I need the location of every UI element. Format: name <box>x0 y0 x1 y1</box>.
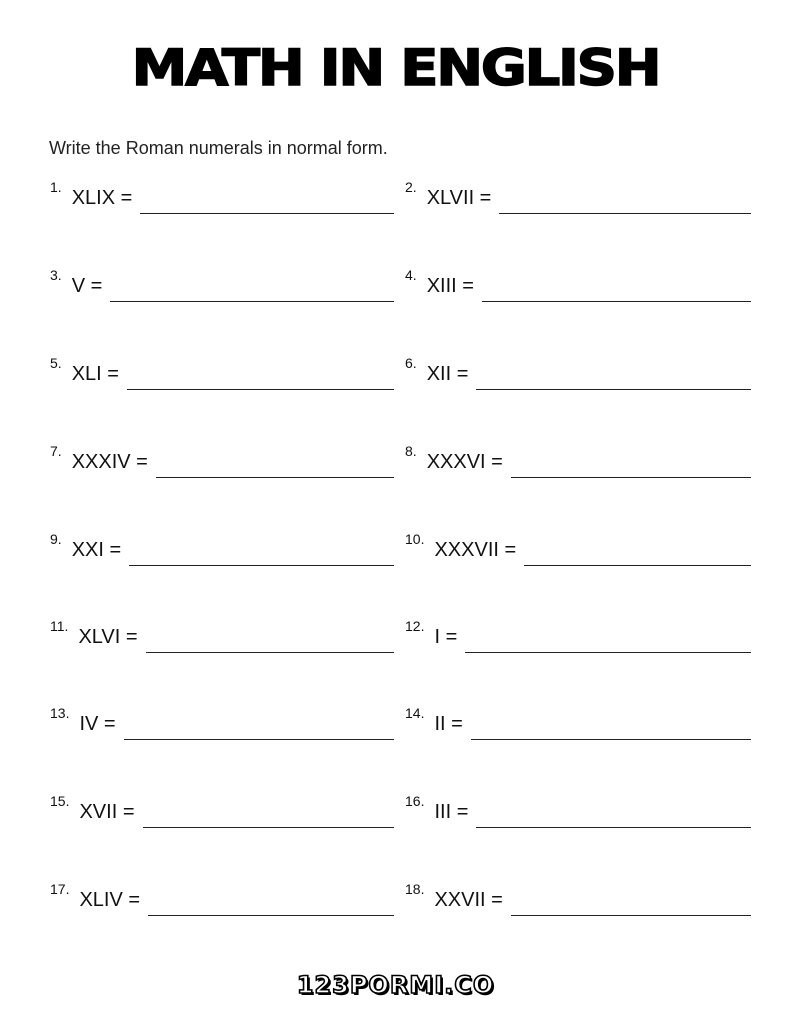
problem-9 <box>50 530 394 566</box>
problem-15 <box>50 792 394 828</box>
roman-numeral: XXVII = <box>434 889 503 911</box>
problem-number: 8. <box>405 443 417 459</box>
problem-13 <box>50 704 394 740</box>
answer-blank[interactable] <box>465 632 751 653</box>
problem-4 <box>405 266 751 302</box>
problem-number: 1. <box>50 179 62 195</box>
problem-number: 14. <box>405 705 425 721</box>
answer-blank[interactable] <box>476 807 751 828</box>
roman-numeral: XII = <box>426 363 469 385</box>
roman-numeral: XLIV = <box>79 889 141 911</box>
problem-12 <box>405 617 751 653</box>
problem-5 <box>50 354 394 390</box>
problem-3 <box>50 266 394 302</box>
answer-blank[interactable] <box>146 632 394 653</box>
problem-number: 13. <box>50 705 70 721</box>
answer-blank[interactable] <box>110 281 394 302</box>
problem-18 <box>405 880 751 916</box>
roman-numeral: I = <box>434 626 458 648</box>
answer-blank[interactable] <box>471 719 751 740</box>
instructions-text: Write the Roman numerals in normal form. <box>49 138 388 158</box>
problem-number: 17. <box>50 881 70 897</box>
answer-blank[interactable] <box>140 193 394 214</box>
problem-17 <box>50 880 394 916</box>
answer-blank[interactable] <box>511 895 751 916</box>
answer-blank[interactable] <box>511 457 751 478</box>
roman-numeral: XVII = <box>79 801 135 823</box>
problem-16 <box>405 792 751 828</box>
answer-blank[interactable] <box>524 545 751 566</box>
problem-number: 9. <box>50 531 62 547</box>
roman-numeral: XLI = <box>71 363 119 385</box>
problem-number: 15. <box>50 793 70 809</box>
problem-number: 11. <box>50 618 69 634</box>
problem-number: 4. <box>405 267 417 283</box>
problem-11 <box>50 617 394 653</box>
problem-10 <box>405 530 751 566</box>
answer-blank[interactable] <box>124 719 394 740</box>
roman-numeral: XIII = <box>426 275 474 297</box>
problem-number: 18. <box>405 881 425 897</box>
answer-blank[interactable] <box>476 369 751 390</box>
problem-number: 2. <box>405 179 417 195</box>
answer-blank[interactable] <box>127 369 394 390</box>
answer-blank[interactable] <box>156 457 394 478</box>
answer-blank[interactable] <box>499 193 751 214</box>
roman-numeral: XLVI = <box>78 626 138 648</box>
problem-number: 12. <box>405 618 425 634</box>
roman-numeral: XXI = <box>71 539 122 561</box>
answer-blank[interactable] <box>148 895 394 916</box>
roman-numeral: II = <box>434 713 463 735</box>
roman-numeral: XXXIV = <box>71 451 148 473</box>
problem-7 <box>50 442 394 478</box>
answer-blank[interactable] <box>482 281 751 302</box>
problem-number: 16. <box>405 793 425 809</box>
problem-14 <box>405 704 751 740</box>
problem-number: 7. <box>50 443 62 459</box>
page-title: MATH IN ENGLISH <box>131 39 660 97</box>
problem-number: 10. <box>405 531 425 547</box>
problem-number: 6. <box>405 355 417 371</box>
roman-numeral: IV = <box>79 713 116 735</box>
roman-numeral: XXXVII = <box>434 539 517 561</box>
answer-blank[interactable] <box>129 545 394 566</box>
roman-numeral: III = <box>434 801 469 823</box>
problem-8 <box>405 442 751 478</box>
problem-1 <box>50 178 394 214</box>
roman-numeral: XLIX = <box>71 187 133 209</box>
roman-numeral: XLVII = <box>426 187 492 209</box>
problem-2 <box>405 178 751 214</box>
problem-number: 3. <box>50 267 62 283</box>
problem-number: 5. <box>50 355 62 371</box>
footer-brand-logo: 123PORMI.CO <box>296 971 495 999</box>
roman-numeral: XXXVI = <box>426 451 503 473</box>
problem-6 <box>405 354 751 390</box>
answer-blank[interactable] <box>143 807 395 828</box>
roman-numeral: V = <box>71 275 103 297</box>
